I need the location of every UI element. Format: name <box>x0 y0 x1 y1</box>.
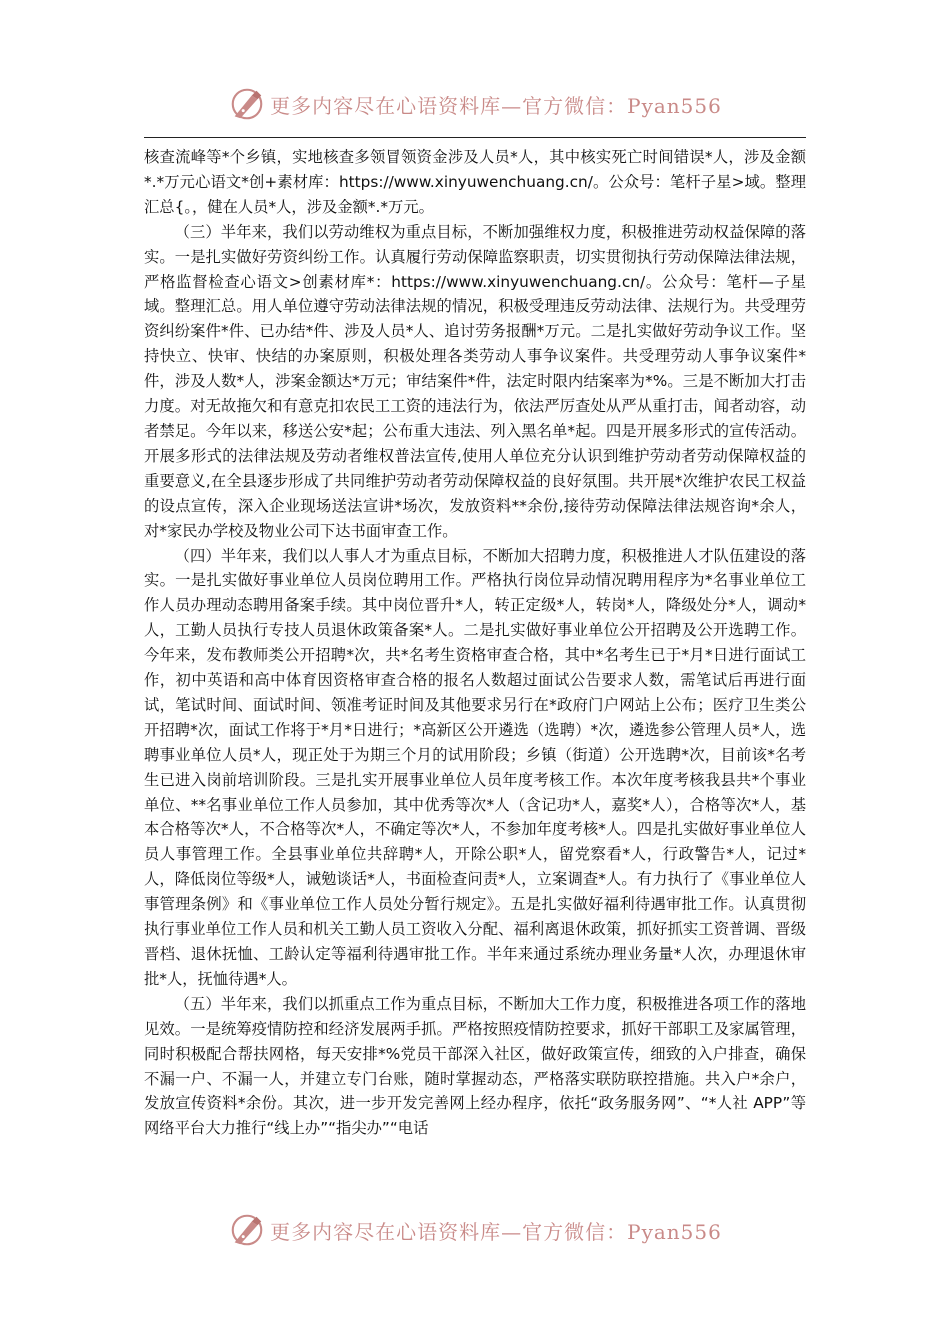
paragraph-personnel-talent: （四）半年来，我们以人事人才为重点目标，不断加大招聘力度，积极推进人才队伍建设的落实。一是扎实做好事业单位人员岗位聘用工作。严格执行岗位异动情况聘用程序为*名事业单位工作人员办理动态聘用备案手续。其中岗位晋升*人，转正定级*人，转岗*人，降级处分*人，调动*人，工勤人员执行专技人员退休政策备案*人。二是扎实做好事业单位公开招聘及公开选聘工作。今年来，发布教师类公开招聘*次，共*名考生资格审查合格，其中*名考生已于*月*日进行面试工作，初中英语和高中体育因资格审查合格的报名人数超过面试公告要求人数，需笔试后再进行面试，笔试时间、面试时间、领准考证时间及其他要求另行在*政府门户网站上公布；医疗卫生类公开招聘*次，面试工作将于*月*日进行；*高新区公开遴选（选聘）*次，遴选参公管理人员*人，选聘事业单位人员*人，现正处于为期三个月的试用阶段；乡镇（街道）公开选聘*次，目前该*名考生已进入岗前培训阶段。三是扎实开展事业单位人员年度考核工作。本次年度考核我县共*个事业单位、**名事业单位工作人员参加，其中优秀等次*人（含记功*人，嘉奖*人），合格等次*人，基本合格等次*人，不合格等次*人，不确定等次*人，不参加年度考核*人。四是扎实做好事业单位人员人事管理工作。全县事业单位共辞聘*人，开除公职*人，留党察看*人，行政警告*人，记过*人，降低岗位等级*人，诫勉谈话*人，书面检查问责*人，立案调查*人。有力执行了《事业单位人事管理条例》和《事业单位工作人员处分暂行规定》。五是扎实做好福利待遇审批工作。认真贯彻执行事业单位工作人员和机关工勤人员工资收入分配、福利离退休政策，抓好抓实工资普调、晋级晋档、退休抚恤、工龄认定等福利待遇审批工作。半年来通过系统办理业务量*人次，办理退休审批*人，抚恤待遇*人。 <box>144 546 806 988</box>
paragraph-key-work: （五）半年来，我们以抓重点工作为重点目标，不断加大工作力度，积极推进各项工作的落地见效。一是统筹疫情防控和经济发展两手抓。严格按照疫情防控要求，抓好干部职工及家属管理，同时积极配合帮扶网格，每天安排*%党员干部深入社区，做好政策宣传，细致的入户排查，确保不漏一户、不漏一人，并建立专门台账，随时掌握动态，严格落实联防联控措施。共入户*余户，发放宣传资料*余份。其次，进一步开发完善网上经办程序，依托“政务服务网”、“*人社 APP”等网络平台大力推行“线上办”“指尖办”“电话 <box>144 994 806 1138</box>
paragraph-continuation: 核查流峰等*个乡镇，实地核查多领冒领资金涉及人员*人，其中核实死亡时间错误*人，涉及金额*.*万元心语文*创+素材库：https://www.xinyuwenchuang.cn/。公众号：笔杆子星>域。整理汇总{。，健在人员*人，涉及金额*.*万元。 <box>144 148 806 216</box>
paragraph-labor-rights: （三）半年来，我们以劳动维权为重点目标，不断加强维权力度，积极推进劳动权益保障的落实。一是扎实做好劳资纠纷工作。认真履行劳动保障监察职责，切实贯彻执行劳动保障法律法规，严格监督检查心语文>创素材库*：https://www.xinyuwenchuang.cn/。公众号：笔杆—子星域。整理汇总。用人单位遵守劳动法律法规的情况，积极受理违反劳动法律、法规行为。共受理劳资纠纷案件*件、已办结*件、涉及人员*人、追讨劳务报酬*万元。二是扎实做好劳动争议工作。坚持快立、快审、快结的办案原则，积极处理各类劳动人事争议案件。共受理劳动人事争议案件*件，涉及人数*人，涉案金额达*万元；审结案件*件，法定时限内结案率为*%。三是不断加大打击力度。对无故拖欠和有意克扣农民工工资的违法行为，依法严厉查处从严从重打击，闻者动容，动者禁足。今年以来，移送公安*起；公布重大违法、列入黑名单*起。四是开展多形式的宣传活动。开展多形式的法律法规及劳动者维权普法宣传,使用人单位充分认识到维护劳动者劳动保障权益的重要意义,在全县逐步形成了共同维护劳动者劳动保障权益的良好氛围。共开展*次维护农民工权益的设点宣传，深入企业现场送法宣讲*场次，发放资料**余份,接待劳动保障法律法规咨询*余人，对*家民办学校及物业公司下达书面审查工作。 <box>144 222 806 540</box>
pen-nib-logo-icon <box>228 85 266 123</box>
watermark-text: 更多内容尽在心语资料库—官方微信：Pyan556 <box>270 1219 722 1244</box>
footer-watermark-banner <box>0 1208 950 1252</box>
watermark-text: 更多内容尽在心语资料库—官方微信：Pyan556 <box>270 93 722 118</box>
document-body <box>144 145 806 1141</box>
header-divider <box>144 137 806 138</box>
pen-nib-logo-icon <box>228 1211 266 1249</box>
header-watermark-banner <box>0 82 950 126</box>
